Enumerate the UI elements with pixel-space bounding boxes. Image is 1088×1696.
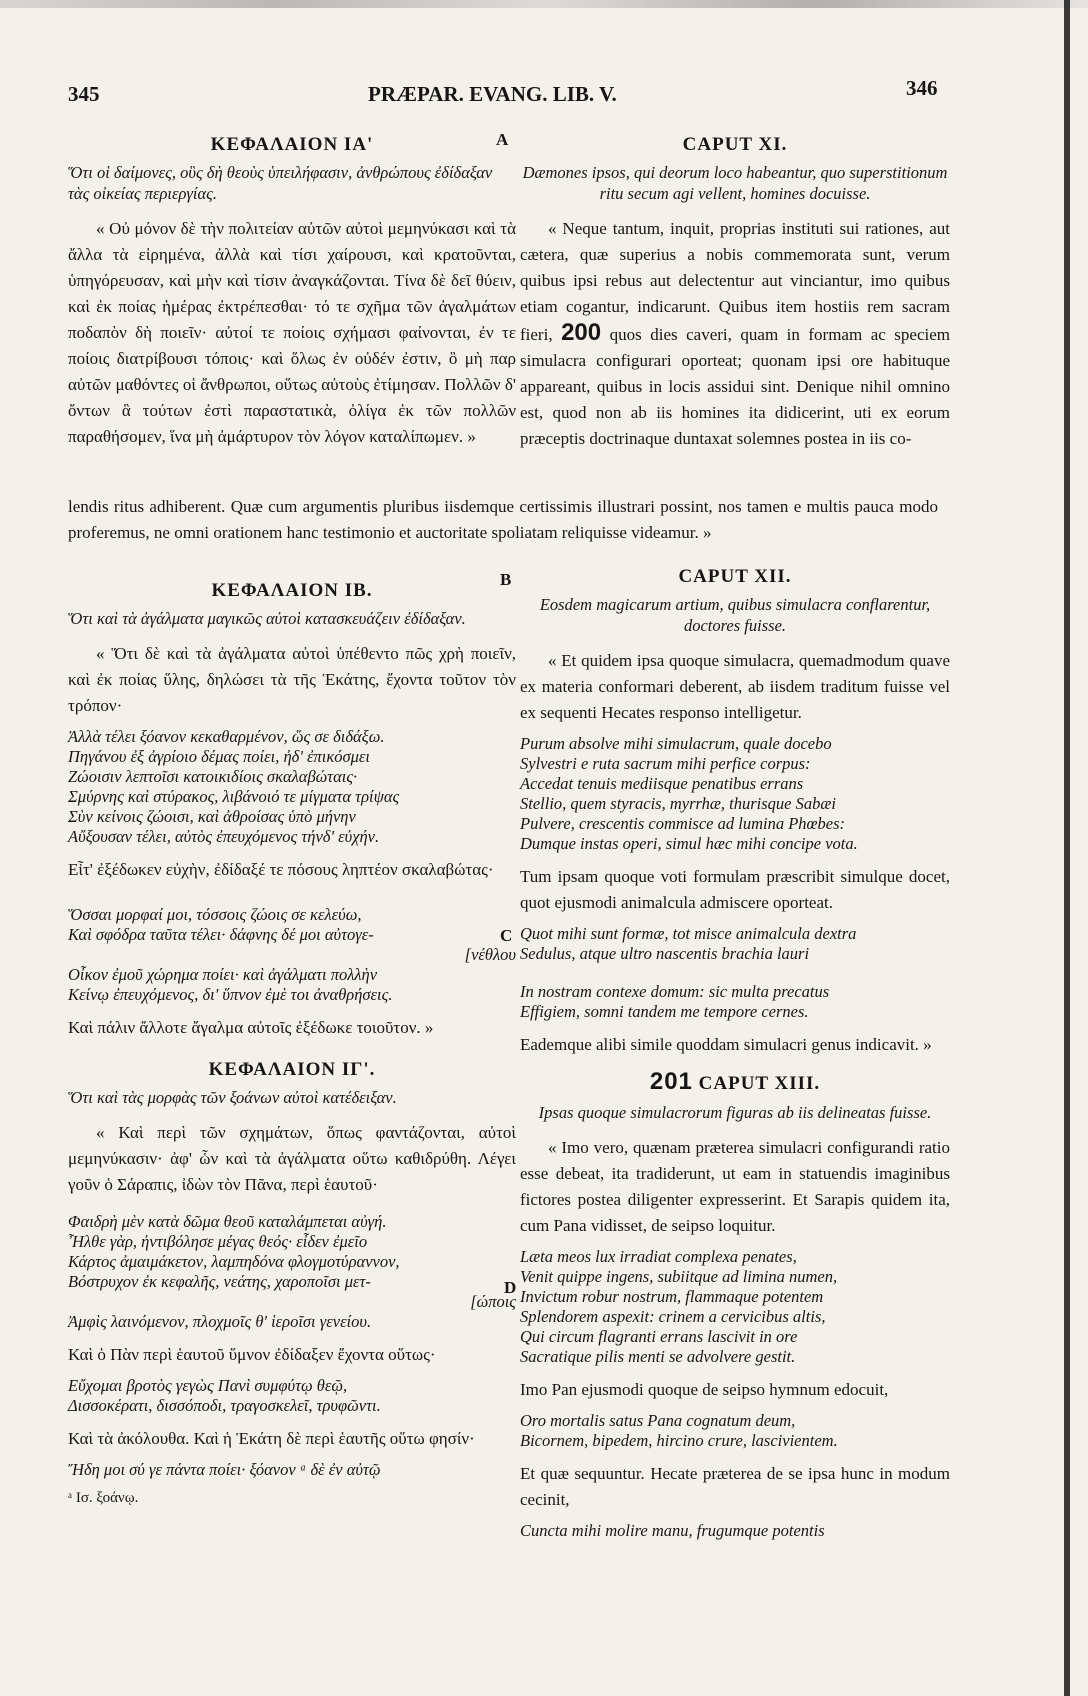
latin-verse-hecate-2b <box>520 982 950 1022</box>
margin-letter-d: D <box>504 1278 517 1297</box>
latin-continuation-text: lendis ritus adhiberent. Quæ cum argumentis pluribus iisdemque certissimis illustrari possint, nos tamen e multis pauca modo proferemus, ne omni orationem hanc testimonio et auctoritate spoliatam reliquisse videamur. » <box>68 497 938 542</box>
latin-verse-line: Læta meos lux irradiat complexa penates, <box>520 1247 797 1266</box>
latin-caput-11-title: CAPUT XI. <box>682 134 788 155</box>
latin-verse-line: Stellio, quem styracis, myrrhæ, thurisque Sabæi <box>520 794 836 813</box>
greek-verse-line: Ἀλλὰ τέλει ξόανον κεκαθαρμένον, ὥς σε διδάξω. <box>68 727 385 746</box>
greek-verse-line: Δισσοκέρατι, δισσόποδι, τραγοσκελεῖ, τρυφῶντι. <box>68 1396 381 1415</box>
latin-column-top <box>520 128 950 458</box>
scan-edge-top <box>0 0 1088 8</box>
greek-text-after-verse-3: Καὶ ὁ Πὰν περὶ ἑαυτοῦ ὕμνον ἐδίδαξεν ἔχοντα οὕτως· <box>68 1345 436 1364</box>
greek-verse-line: [νέθλου <box>464 945 516 964</box>
latin-text-after-verse-2: Eademque alibi simile quoddam simulacri genus indicavit. » <box>520 1035 932 1054</box>
greek-chapter-12-summary: Ὅτι καὶ τὰ ἀγάλματα μαγικῶς αὐτοὶ κατασκευάζειν ἐδίδαξαν. <box>68 609 466 628</box>
greek-verse-line: Αὔξουσαν τέλει, αὐτὸς ἐπευχόμενος τήνδ' εὐχήν. <box>68 827 380 846</box>
greek-verse-line: Βόστρυχον ἐκ κεφαλῆς, νεάτης, χαροποῖσι μετ- <box>68 1272 371 1291</box>
latin-verse-line: Dumque instas operi, simul hæc mihi concipe vota. <box>520 834 858 853</box>
latin-verse-hecate-2a <box>520 924 950 964</box>
greek-text-after-verse-1: Εἶτ' ἐξέδωκεν εὐχὴν, ἐδίδαξέ τε πόσους ληπτέον σκαλαβώτας· <box>68 860 494 879</box>
greek-verse-hecate-1 <box>68 727 516 847</box>
latin-caput-12-text: « Et quidem ipsa quoque simulacra, quemadmodum quave ex materia conformari deberent, ab iisdem traditum fuisse vel ex sequenti Hecates responso intelligetur. <box>520 651 950 722</box>
latin-caput-11-text-b: quos dies caveri, quam in formam ac speciem simulacra configurari oporteat; quonam ipsi ore habituque appareant, quibus in locis assidui sint. Denique nihil omnino est, quod non ab iis homines ita didicerint, uti ex eorum præceptis doctrinaque duntaxat solemnes postea in iis co- <box>520 325 950 448</box>
greek-chapter-11-text: « Οὐ μόνον δὲ τὴν πολιτείαν αὐτῶν αὐτοὶ μεμηνύκασι καὶ τὰ ἄλλα τὰ εἰρημένα, ἀλλὰ καὶ τίσι χαίρουσι, καὶ κρατοῦνται, ὑπηγόρευσαν, καὶ μὴν καὶ τίσιν ἀναγκάζονται. Τίνα δὲ δεῖ θύειν, καὶ ἐκ ποίας ἡμέρας ἐκτρέπεσθαι· τό τε σχῆμα τῶν ἀγαλμάτων ποδαπὸν δὴ ποιεῖν· αὐτοί τε ποίοις σχήμασι φαίνονται, ἐν τε ποίοις διατρίβουσι τόποις· καὶ ὅλως ἐν οὐδέν ἐστιν, ὃ μὴ παρ αὐτῶν μαθόντες οἱ ἄνθρωποι, οὕτως αὐτοὺς ἐτίμησαν. Πολλῶν δ' ὄντων ἃ τούτων ἐστὶ παραστατικὰ, ὀλίγα ἐκ τῶν πολλῶν παραθήσομεν, ἵνα μὴ ἀμάρτυρον τὸν λόγον καταλίπωμεν. » <box>68 219 516 446</box>
latin-verse-line: Sacratique pilis menti se advolvere gestit. <box>520 1347 796 1366</box>
latin-verse-line: Accedat tenuis mediisque penatibus errans <box>520 774 804 793</box>
greek-chapter-13-text: « Καὶ περὶ τῶν σχημάτων, ὅπως φαντάζονται, αὐτοὶ μεμηνύκασιν· ἀφ' ὧν καὶ τὰ ἀγάλματα οὕτω καθιδρύθη. Λέγει γοῦν ὁ Σάραπις, ἰδὼν τὸν Πᾶνα, περὶ ἑαυτοῦ· <box>68 1123 516 1194</box>
latin-verse-sarapis <box>520 1247 950 1367</box>
greek-verse-line: Εὔχομαι βροτὸς γεγὼς Πανὶ συμφύτῳ θεῷ, <box>68 1376 348 1395</box>
greek-verse-line: Ἦλθε γὰρ, ἠντιβόλησε μέγας θεός· εἶδεν ἐμεῖο <box>68 1232 368 1251</box>
greek-verse-line: Φαιδρὴ μὲν κατὰ δῶμα θεοῦ καταλάμπεται αὐγή. <box>68 1212 387 1231</box>
latin-verse-line: Purum absolve mihi simulacrum, quale docebo <box>520 734 832 753</box>
greek-text-after-verse-4: Καὶ τὰ ἀκόλουθα. Καὶ ἡ Ἑκάτη δὲ περὶ ἑαυτῆς οὕτω φησίν· <box>68 1429 475 1448</box>
greek-verse-line: Ζώοισιν λεπτοῖσι κατοικιδίοις σκαλαβώταις· <box>68 767 358 786</box>
greek-chapter-11-title: ΚΕΦΑΛΑΙΟΝ ΙΑ' <box>210 134 374 155</box>
latin-verse-line: In nostram contexe domum: sic multa precatus <box>520 982 830 1001</box>
latin-caput-13-text: « Imo vero, quænam præterea simulacri configurandi ratio esse debeat, ita tradiderunt, ut eam in statuendis imaginibus fictores postea diligenter expresserint. Et Sarapis quidem ita, cum Pana vidisset, de seipso loquitur. <box>520 1138 950 1235</box>
latin-verse-line: Pulvere, crescentis commisce ad lumina Phœbes: <box>520 814 846 833</box>
latin-text-after-verse-4: Et quæ sequuntur. Hecate præterea de se ipsa hunc in modum cecinit, <box>520 1464 950 1509</box>
latin-verse-line: Sedulus, atque ultro nascentis brachia lauri <box>520 944 810 963</box>
greek-verse-line: Πηγάνου ἐξ ἀγρίοιο δέμας ποίει, ἠδ' ἐπικόσμει <box>68 747 371 766</box>
latin-caput-13-title: CAPUT XIII. <box>698 1073 821 1094</box>
greek-verse-line: Ἤδη μοι σύ γε πάντα ποίει· ξόανον ᵃ δὲ ἐν αὐτῷ <box>68 1460 381 1479</box>
greek-chapter-13-summary: Ὅτι καὶ τὰς μορφὰς τῶν ξοάνων αὐτοὶ κατέδειξαν. <box>68 1088 397 1107</box>
running-header <box>0 76 1088 122</box>
greek-chapter-13-title: ΚΕΦΑΛΑΙΟΝ ΙΓ'. <box>208 1059 376 1080</box>
latin-verse-pan <box>520 1411 950 1451</box>
latin-caput-13-heading <box>520 1068 950 1096</box>
latin-verse-line: Effigiem, somni tandem me tempore cernes. <box>520 1002 809 1021</box>
latin-verse-line: Oro mortalis satus Pana cognatum deum, <box>520 1411 796 1430</box>
latin-caput-13-summary: Ipsas quoque simulacrorum figuras ab iis delineatas fuisse. <box>538 1103 932 1122</box>
footnote: ᵃ Ισ. ξοάνῳ. <box>68 1490 139 1506</box>
latin-caput-12-title: CAPUT XII. <box>678 566 792 587</box>
latin-column-lower <box>520 560 950 1551</box>
latin-verse-line: Splendorem aspexit: crinem a cervicibus altis, <box>520 1307 826 1326</box>
running-title: PRÆPAR. EVANG. LIB. V. <box>368 82 617 106</box>
latin-verse-hecate-1 <box>520 734 950 854</box>
latin-verse-line: Sylvestri e ruta sacrum mihi perfice corpus: <box>520 754 811 773</box>
greek-last-verse <box>68 1460 516 1480</box>
margin-letter-c: C <box>500 926 513 945</box>
latin-text-after-verse-3: Imo Pan ejusmodi quoque de seipso hymnum edocuit, <box>520 1380 889 1399</box>
greek-verse-hecate-2 <box>68 905 516 1005</box>
latin-verse-line: Cuncta mihi molire manu, frugumque potentis <box>520 1521 825 1540</box>
left-page-number: 345 <box>68 82 100 106</box>
edition-number-200: 200 <box>561 319 602 346</box>
edition-number-201: 201 <box>649 1068 693 1095</box>
latin-verse-line: Qui circum flagranti errans lascivit in ore <box>520 1327 798 1346</box>
latin-caput-11-summary: Dæmones ipsos, qui deorum loco habeantur, quo superstitionum ritu secum agi vellent, homines docuisse. <box>522 163 948 203</box>
margin-letter-a: A <box>496 130 509 149</box>
greek-verse-line: Σμύρνης καὶ στύρακος, λιβάνοιό τε μίγματα τρίψας <box>68 787 400 806</box>
greek-verse-line: Σὺν κείνοις ζώοισι, καὶ ἀθροίσας ὑπὸ μήνην <box>68 807 356 826</box>
greek-verse-line: Κείνῳ ἐπευχόμενος, δι' ὕπνον ἐμὲ τοι ἀναθρήσεις. <box>68 985 393 1004</box>
greek-verse-line: Κάρτος ἀμαιμάκετον, λαμπηδόνα φλογμοτύραννον, <box>68 1252 400 1271</box>
greek-chapter-11-summary: Ὅτι οἱ δαίμονες, οὓς δὴ θεοὺς ὑπειλήφασιν, ἀνθρώπους ἐδίδαξαν τὰς οἰκείας περιεργίας. <box>68 163 493 203</box>
latin-caput-12-summary: Eosdem magicarum artium, quibus simulacra conflarentur, doctores fuisse. <box>539 595 931 635</box>
greek-column-top <box>68 128 516 456</box>
greek-verse-line: Καὶ σφόδρα ταῦτα τέλει· δάφνης δέ μοι αὐτογε- <box>68 925 374 944</box>
greek-chapter-12-title: ΚΕΦΑΛΑΙΟΝ ΙΒ. <box>211 580 373 601</box>
greek-verse-line: Οἶκον ἐμοῦ χώρημα ποίει· καὶ ἀγάλματι πολλὴν <box>68 965 378 984</box>
greek-verse-line: Ἀμφὶς λαινόμενον, πλοχμοῖς θ' ἱεροῖσι γενείου. <box>68 1312 372 1331</box>
scan-edge-right <box>1064 0 1070 1696</box>
greek-verse-line: [ώποις <box>470 1292 516 1311</box>
margin-letter-b: B <box>500 570 512 589</box>
greek-column-lower <box>68 574 516 1507</box>
latin-last-verse <box>520 1521 950 1541</box>
greek-verse-pan <box>68 1376 516 1416</box>
latin-full-width-continuation <box>68 494 938 552</box>
greek-chapter-12-text: « Ὅτι δὲ καὶ τὰ ἀγάλματα αὐτοὶ ὑπέθεντο πῶς χρὴ ποιεῖν, καὶ ἐκ ποίας ὕλης, δηλώσει τὰ τῆς Ἑκάτης, ἔχοντα τοῦτον τὸν τρόπον· <box>68 644 516 715</box>
latin-verse-line: Venit quippe ingens, subiitque ad limina numen, <box>520 1267 838 1286</box>
latin-verse-line: Quot mihi sunt formæ, tot misce animalcula dextra <box>520 924 857 943</box>
latin-verse-line: Invictum robur nostrum, flammaque potentem <box>520 1287 824 1306</box>
latin-caput-11-text-a: « Neque tantum, inquit, proprias instituti sui rationes, aut cætera, quæ superius a nobis commemorata sunt, verum quibus ipsi rebus aut delectentur aut vinciantur, imo quibus etiam cogantur, indicarunt. Quibus item hostiis rem sacram fieri, <box>520 219 950 344</box>
greek-text-after-verse-2: Καὶ πάλιν ἄλλοτε ἄγαλμα αὐτοῖς ἐξέδωκε τοιοῦτον. » <box>68 1018 434 1037</box>
greek-verse-line: Ὅσσαι μορφαί μοι, τόσσοις ζώοις σε κελεύω, <box>68 905 362 924</box>
latin-verse-line: Bicornem, bipedem, hircino crure, lascivientem. <box>520 1431 838 1450</box>
latin-caput-11-text <box>520 216 950 452</box>
right-page-number: 346 <box>906 76 938 100</box>
greek-verse-sarapis <box>68 1212 516 1332</box>
latin-text-after-verse-1: Tum ipsam quoque voti formulam præscribit simulque docet, quot ejusmodi animalcula admiscere oporteat. <box>520 867 950 912</box>
